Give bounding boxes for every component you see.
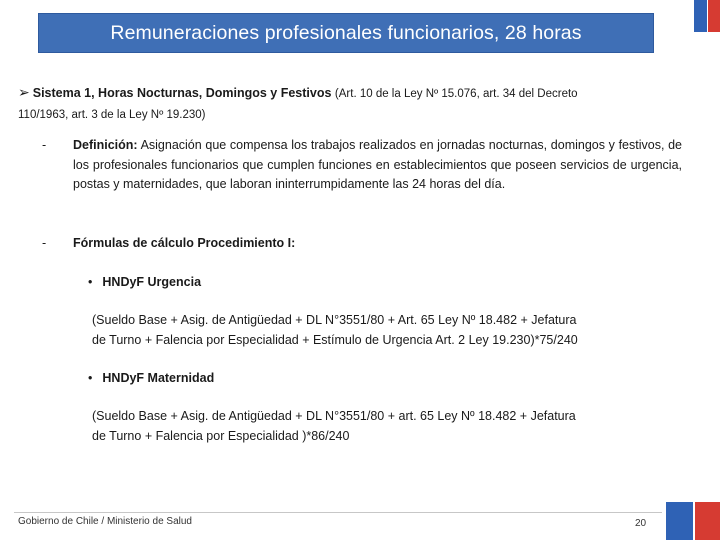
formulas-label: Fórmulas de cálculo Procedimiento I: bbox=[73, 236, 296, 250]
flag-blue-band bbox=[666, 502, 693, 540]
section-title: Sistema 1, Horas Nocturnas, Domingos y Festivos bbox=[32, 86, 332, 100]
bullet-dot-icon: • bbox=[88, 371, 93, 385]
section-reference-line2: 110/1963, art. 3 de la Ley Nº 19.230) bbox=[18, 109, 206, 121]
formula-urgencia-text bbox=[92, 310, 672, 350]
arrow-bullet-icon: ➢ bbox=[18, 84, 30, 100]
slide-title-banner bbox=[38, 13, 654, 53]
formula-label: HNDyF Maternidad bbox=[102, 371, 215, 385]
formulas-item bbox=[42, 234, 682, 254]
definition-item bbox=[42, 136, 682, 195]
formula-label: HNDyF Urgencia bbox=[102, 275, 202, 289]
definition-label: Definición: bbox=[73, 138, 138, 152]
bullet-dot-icon: • bbox=[88, 275, 93, 289]
formula-line2: de Turno + Falencia por Especialidad + Estímulo de Urgencia Art. 2 Ley 19.230)*75/240 bbox=[92, 333, 578, 347]
page-number: 20 bbox=[635, 518, 647, 529]
section-heading bbox=[18, 82, 698, 125]
section-reference-line1: (Art. 10 de la Ley Nº 15.076, art. 34 del Decreto bbox=[334, 88, 578, 100]
flag-red-band bbox=[693, 502, 720, 540]
chile-flag-stripe-top bbox=[694, 0, 720, 32]
flag-white-divider bbox=[693, 502, 695, 540]
footer-divider bbox=[14, 512, 662, 513]
formula-line2: de Turno + Falencia por Especialidad )*86/240 bbox=[92, 429, 350, 443]
formula-line1: (Sueldo Base + Asig. de Antigüedad + DL N°3551/80 + Art. 65 Ley Nº 18.482 + Jefatura bbox=[92, 313, 577, 327]
formula-line1: (Sueldo Base + Asig. de Antigüedad + DL N°3551/80 + art. 65 Ley Nº 18.482 + Jefatura bbox=[92, 409, 576, 423]
formula-urgencia-heading bbox=[88, 272, 201, 292]
dash-marker: - bbox=[42, 236, 47, 250]
chile-flag-stripe-bottom bbox=[666, 502, 720, 540]
formula-maternidad-heading bbox=[88, 368, 214, 388]
formula-maternidad-text bbox=[92, 406, 672, 446]
definition-text: Asignación que compensa los trabajos realizados en jornadas nocturnas, domingos y festivos, de los profesionales funcionarios que cumplen funciones en establecimientos que poseen servicios de urgencia, postas y maternidades, que laboran ininterrumpidamente las 24 horas del día. bbox=[73, 138, 682, 191]
dash-marker: - bbox=[42, 138, 47, 152]
flag-red-band bbox=[707, 0, 720, 32]
slide-title: Remuneraciones profesionales funcionarios, 28 horas bbox=[110, 21, 582, 44]
flag-blue-band bbox=[694, 0, 707, 32]
flag-white-divider bbox=[707, 0, 708, 32]
footer-organization: Gobierno de Chile / Ministerio de Salud bbox=[18, 516, 192, 527]
